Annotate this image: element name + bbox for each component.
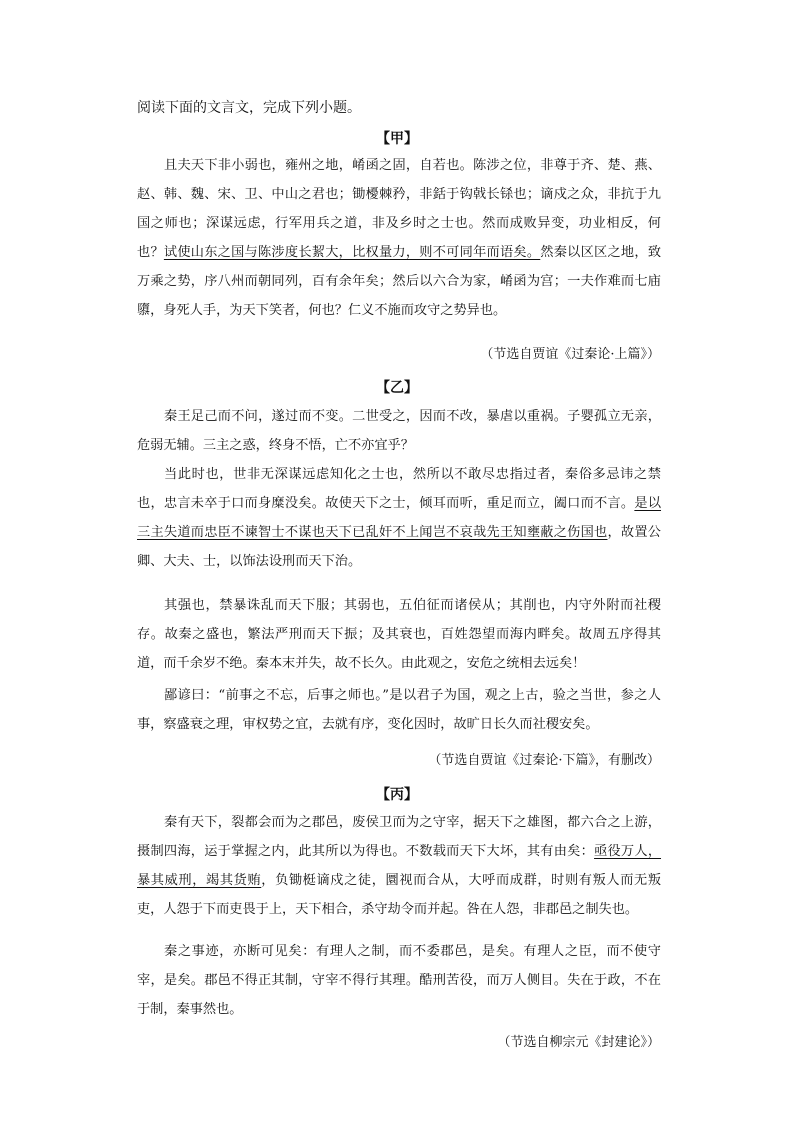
source-citation-bing: （节选自柳宗元《封建论》）	[497, 1035, 660, 1050]
paragraph-text: 秦有天下，裂都会而为之郡邑，废侯卫而为之守宰，据天下之雄图，都六合之上游，摄制四海，运于掌握之内，此其所以为得也。不数载而天下大坏，其有由矣：	[137, 815, 661, 859]
paragraph-text: ，负锄梃谪戍之徒，圜视而合从，大呼而成群，时则有叛人而无叛吏，人怨于下而吏畏于上，天下相合，杀守劫令而并起。咎在人怨，非郡邑之制失也。	[137, 873, 662, 917]
paragraph-yi-1	[137, 402, 661, 460]
paragraph-text: 其强也，禁暴诛乱而天下服；其弱也，五伯征而诸侯从；其削也，内守外附而社稷存。故秦之盛也，繁法严刑而天下振；及其衰也，百姓怨望而海内畔矣。故周五序得其道，而千余岁不绝。秦本末并失，故不长久。由此观之，安危之统相去远矣！	[137, 598, 661, 671]
paragraph-text: 秦之事迹，亦断可见矣：有理人之制，而不委郡邑，是矣。有理人之臣，而不使守宰，是矣。郡邑不得正其制，守宰不得行其理。酷刑苦役，而万人侧目。失在于政，不在于制，秦事然也。	[137, 944, 661, 1017]
paragraph-text: 当此时也，世非无深谋远虑知化之士也，然所以不敢尽忠指过者，秦俗多忌讳之禁也，忠言未卒于口而身糜没矣。故使天下之士，倾耳而听，重足而立，阖口而不言。	[137, 467, 661, 511]
section-title-jia: 【甲】	[376, 131, 418, 147]
paragraph-text: 秦王足己而不问，遂过而不变。二世受之，因而不改，暴虐以重祸。子婴孤立无亲，危弱无辅。三主之惑，终身不悟，亡不亦宜乎？	[137, 409, 661, 453]
instruction-text: 阅读下面的文言文，完成下列小题。	[137, 100, 361, 116]
paragraph-yi-3	[137, 591, 661, 678]
source-citation-yi: （节选自贾谊《过秦论·下篇》，有删改）	[428, 753, 660, 768]
underlined-sentence: 是以三主失道而忠臣不谏智士不谋也天下已乱奸不上闻岂不哀哉先王知壅蔽之伤国也	[137, 496, 662, 540]
source-citation-jia: （节选自贾谊《过秦论·上篇》）	[480, 347, 660, 362]
paragraph-text: 鄙谚曰：“前事之不忘，后事之师也。”是以君子为国，观之上古，验之当世，参之人事，察盛衰之理，审权势之宜，去就有序，变化因时，故旷日长久而社稷安矣。	[137, 688, 661, 732]
paragraph-bing-2	[137, 937, 661, 1024]
paragraph-text: ，故置公卿、大夫、士，以饰法设刑而天下治。	[137, 525, 661, 569]
underlined-sentence: 亟役万人，暴其威刑，竭其货贿	[137, 844, 662, 888]
paragraph-text: 然秦以区区之地，致万乘之势，序八州而朝同列，百有余年矣；然后以六合为家，崤函为宫；一夫作难而七庙隳，身死人手，为天下笑者，何也？仁义不施而攻守之势异也。	[137, 245, 662, 318]
paragraph-text: 且夫天下非小弱也，雍州之地，崤函之固，自若也。陈涉之位，非尊于齐、楚、燕、赵、韩、魏、宋、卫、中山之君也；锄櫌棘矜，非銛于钩戟长铩也；谪戍之众，非抗于九国之师也；深谋远虑，行军用兵之道，非及乡时之士也。然而成败异变，功业相反，何也？	[137, 158, 661, 260]
paragraph-yi-4	[137, 681, 661, 739]
underlined-sentence: 试使山东之国与陈涉度长絜大，比权量力，则不可同年而语矣。	[163, 245, 541, 260]
section-title-yi: 【乙】	[376, 380, 418, 396]
paragraph-yi-2	[137, 460, 661, 576]
paragraph-bing-1	[137, 808, 661, 924]
paragraph-jia-1	[137, 151, 661, 325]
section-title-bing: 【丙】	[376, 787, 418, 803]
